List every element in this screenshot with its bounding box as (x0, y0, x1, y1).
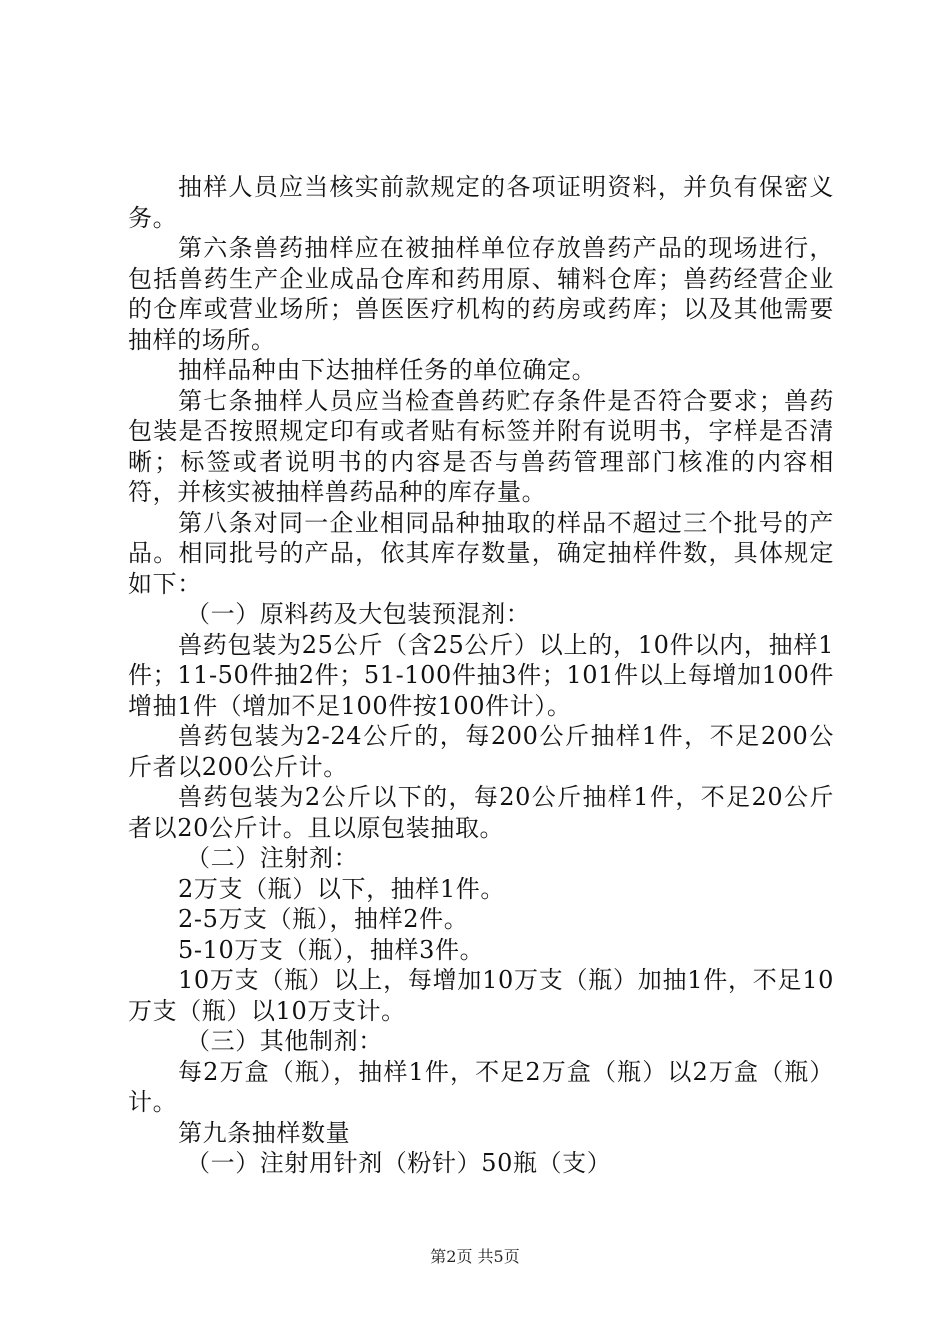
paragraph-9: 兽药包装为2公斤以下的，每20公斤抽样1件，不足20公斤者以20公斤计。且以原包装抽取。 (128, 783, 834, 842)
paragraph-11: 2万支（瓶）以下，抽样1件。 (178, 874, 505, 903)
page-footer: 第2页 共5页 (430, 1247, 520, 1266)
paragraph-5: 第八条对同一企业相同品种抽取的样品不超过三个批号的产品。相同批号的产品，依其库存数量，确定抽样件数，具体规定如下： (128, 508, 834, 598)
paragraph-12: 2-5万支（瓶），抽样2件。 (178, 905, 469, 933)
paragraph-17: 第九条抽样数量 (178, 1118, 351, 1147)
paragraph-8: 兽药包装为2-24公斤的，每200公斤抽样1件，不足200公斤者以200公斤计。 (128, 722, 834, 781)
paragraph-18: （一）注射用针剂（粉针）50瓶（支） (186, 1149, 612, 1177)
paragraph-10: （二）注射剂： (186, 844, 359, 872)
paragraph-16: 每2万盒（瓶），抽样1件，不足2万盒（瓶）以2万盒（瓶）计。 (128, 1057, 834, 1116)
paragraph-13: 5-10万支（瓶），抽样3件。 (178, 935, 485, 964)
paragraph-15: （三）其他制剂： (186, 1027, 383, 1055)
document-body (128, 172, 834, 1179)
paragraph-3: 抽样品种由下达抽样任务的单位确定。 (178, 356, 597, 384)
paragraph-14: 10万支（瓶）以上，每增加10万支（瓶）加抽1件，不足10万支（瓶）以10万支计。 (128, 966, 834, 1025)
paragraph-1: 抽样人员应当核实前款规定的各项证明资料，并负有保密义务。 (128, 173, 834, 232)
paragraph-7: 兽药包装为25公斤（含25公斤）以上的，10件以内，抽样1件；11-50件抽2件；51-100件抽3件；101件以上每增加100件增抽1件（增加不足100件按100件计）。 (128, 630, 834, 720)
paragraph-4: 第七条抽样人员应当检查兽药贮存条件是否符合要求；兽药包装是否按照规定印有或者贴有标签并附有说明书，字样是否清晰；标签或者说明书的内容是否与兽药管理部门核准的内容相符，并核实被抽样兽药品种的库存量。 (128, 386, 834, 506)
paragraph-2: 第六条兽药抽样应在被抽样单位存放兽药产品的现场进行，包括兽药生产企业成品仓库和药用原、辅料仓库；兽药经营企业的仓库或营业场所；兽医医疗机构的药房或药库；以及其他需要抽样的场所。 (128, 234, 834, 354)
paragraph-6: （一）原料药及大包装预混剂： (186, 600, 531, 628)
